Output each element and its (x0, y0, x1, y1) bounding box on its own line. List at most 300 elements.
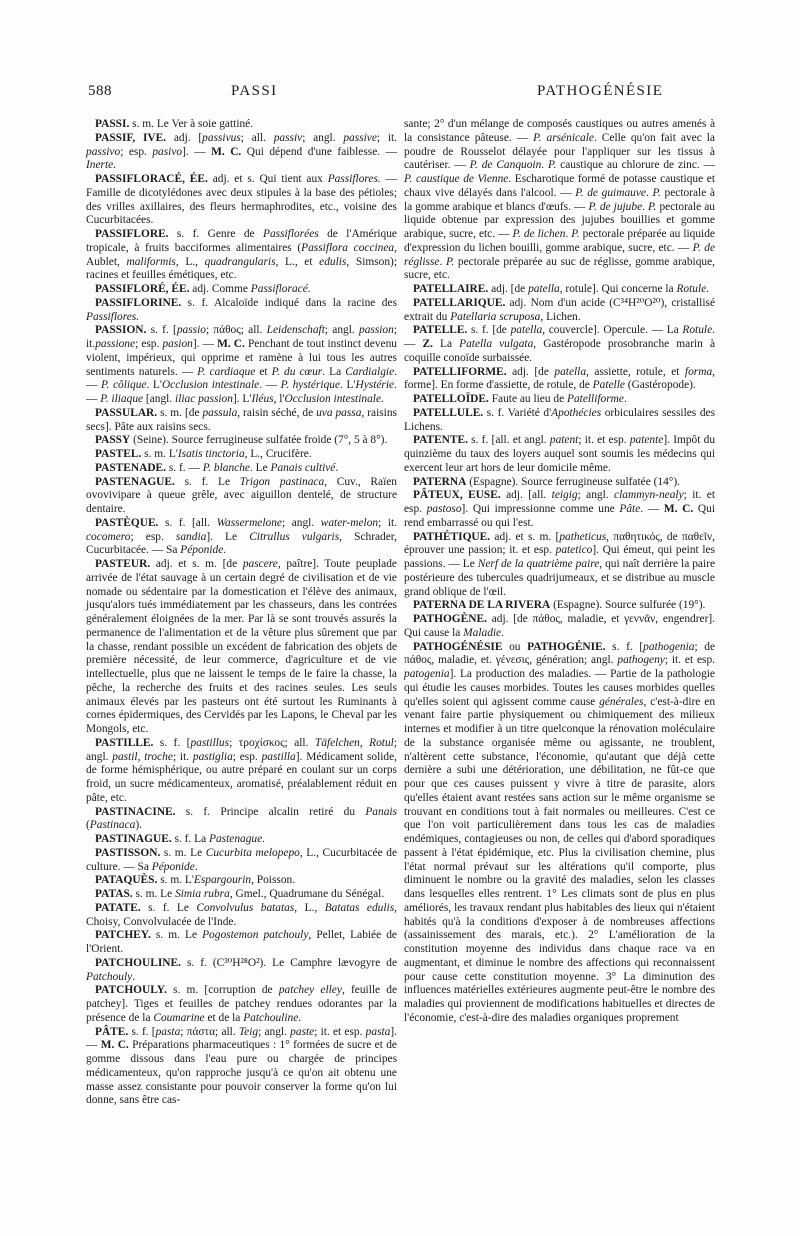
dictionary-entry (86, 434, 397, 448)
italic-term: Hystérie (355, 379, 395, 392)
dictionary-entry (86, 957, 397, 985)
bold-text: PASTÈQUE. (95, 516, 159, 529)
italic-term: Inerte. (86, 159, 117, 172)
entry-text: , L., (294, 901, 325, 914)
entry-text: . (335, 461, 339, 474)
entry-text: , l' (273, 393, 285, 405)
entry-text: , Schrader, Cucurbitacée. — Sa (86, 530, 397, 557)
italic-term: pastil (112, 750, 138, 763)
italic-term: Teig (238, 1025, 259, 1038)
entry-text: et (255, 365, 272, 378)
entry-text: . (223, 544, 227, 557)
dictionary-entry (404, 283, 715, 297)
italic-term: Coumarine (153, 1011, 205, 1024)
bold-text: PASTISSON. (95, 846, 161, 859)
italic-term: Patellaria scruposa (450, 310, 541, 323)
dictionary-entry (86, 833, 397, 847)
entry-text: ]. La production des maladies. — Partie de la pathologie qui étudie les causes morbides. Toutes les causes morbides quelles qu'elles soient qui agissent comme cause (404, 668, 715, 708)
bold-text: PATAQUÈS. (95, 874, 158, 887)
entry-text: caustique au chlorure de zinc. — (556, 159, 715, 172)
italic-term: patheticus (559, 530, 607, 543)
bold-text: PATCHOULINE. (95, 956, 181, 969)
entry-text: ; it. (378, 516, 397, 529)
entry-text: , Choisy, Convolvulacée de l'Inde. (86, 901, 397, 928)
dictionary-entry (404, 613, 715, 641)
entry-text: ou (502, 640, 528, 653)
entry-text: . L' (340, 379, 356, 392)
dictionary-entry (404, 434, 715, 475)
entry-text: ]. Impôt du quinzième du taux des loyers auquel sont soumis les médecins qui exercent leur art hors de leur domicile même. (404, 434, 716, 474)
dictionary-entry (86, 558, 397, 737)
entry-text: s. m. Le (160, 846, 206, 859)
bold-text: PASTENAGUE. (95, 475, 175, 488)
italic-term: Rotule (676, 283, 707, 295)
italic-term: patella (510, 324, 543, 337)
italic-term: Täfelchen (314, 736, 360, 749)
entry-text: s. f. [ (146, 324, 177, 337)
bold-text: PATERNA (413, 475, 467, 488)
entry-continuation (404, 118, 715, 283)
entry-text: adj. et s. m. [ (490, 530, 560, 543)
entry-text: ]. — (182, 145, 212, 158)
entry-text: pectorale à la gomme arabique et blancs d'œufs. — (404, 186, 715, 213)
entry-text: s. m. Le (150, 929, 203, 942)
italic-term: Occlusion intestinale (284, 393, 382, 405)
entry-text: Faute au lieu de (488, 393, 567, 405)
entry-text: ; it. et esp. (314, 1025, 366, 1038)
entry-text: . (132, 970, 136, 983)
entry-text: ( (86, 819, 90, 832)
dictionary-entry (86, 874, 397, 888)
italic-term: P. (648, 200, 657, 213)
italic-term: troche (144, 750, 173, 763)
italic-term: patogenia (404, 668, 450, 680)
entry-text: (Seine). Source ferrugineuse sulfatée froide (7°, 5 à 8°). (130, 434, 388, 447)
entry-text: , rotule]. Qui concerne la (559, 283, 677, 295)
entry-text: s. f. (C³⁰H²⁸O²). Le Camphre lævogyre de (180, 956, 397, 969)
italic-term: Passiflorées (263, 228, 319, 240)
italic-term: passion (359, 324, 394, 337)
italic-term: passiv (273, 131, 303, 144)
italic-term: P. côlique (101, 379, 147, 392)
entry-text: , Gmel., Quadrumane du Sénégal. (229, 888, 385, 900)
entry-text: ; πάστα; all. (180, 1025, 239, 1038)
entry-text: . — (86, 365, 397, 392)
entry-text: ; angl. (86, 736, 397, 763)
italic-term: patella (528, 283, 560, 295)
dictionary-entry (404, 393, 715, 407)
entry-text: ; angl. (281, 516, 321, 529)
italic-term: uva passa (316, 406, 362, 419)
bold-text: PATHOGÉNÉSIE (413, 640, 503, 653)
dictionary-entry (86, 283, 397, 297)
bold-text: PASSIF, IVE. (95, 131, 167, 144)
entry-text: (Gastéropode). (624, 379, 696, 392)
entry-text: . (565, 228, 572, 240)
italic-term: patella (554, 365, 587, 378)
entry-text: et de la (204, 1011, 244, 1024)
entry-text: s. f. Le (174, 475, 240, 488)
italic-term: P. de Canquoin (469, 159, 542, 172)
entry-text: , Cuv., Raïen ovovivipare à queue grêle, avec aiguillon dentelé, de structure dentaire. (86, 475, 397, 515)
entry-text: ; esp. (130, 530, 176, 543)
entry-text: ; esp. (232, 750, 262, 763)
entry-text: ). (135, 819, 143, 832)
dictionary-entry (404, 476, 715, 490)
bold-text: PASSULAR. (95, 406, 158, 419)
italic-term: Apothécies (551, 406, 602, 419)
entry-text: ; πάθος; all. (205, 324, 267, 337)
entry-text: ]. Médicament solide, de forme hémisphérique, ou autre préparé en coulant sur un corps froid, un sucre médicamenteux, aromatisé, préalablement réduit en pâte, etc. (86, 750, 397, 804)
italic-term: Passiflora coccinea (301, 241, 395, 254)
bold-text: PASTILLE. (95, 736, 154, 749)
bold-text: PASSIFLORÉ, ÉE. (95, 283, 190, 295)
bold-text: PASTENADE. (95, 461, 166, 474)
italic-term: iliac passion (175, 393, 233, 405)
entry-text: , (359, 736, 370, 749)
entry-text: ]. Qui émeut, qui peint les passions. — Le (404, 544, 715, 570)
entry-text: (Espagne). Source sulfurée (19°). (550, 599, 706, 612)
dictionary-entry (404, 641, 715, 1026)
entry-text: adj. et s. m. [de (150, 558, 243, 570)
dictionary-entry (86, 448, 397, 462)
italic-term: Rotule (682, 324, 713, 337)
bold-text: PASTEL. (95, 448, 142, 460)
entry-text: ]. Le (206, 530, 250, 543)
entry-text: ; it. (376, 131, 397, 144)
italic-term: Leidenschaft (266, 324, 325, 337)
italic-term: patchey elley (278, 984, 342, 997)
entry-text: . — (640, 503, 664, 515)
entry-text: — Famille de dicotylédones avec deux stipules à la base des pétioles; des vrilles axillaires, des fleurs hermaphrodites, etc., voisine des Cucurbitacées. (86, 173, 397, 227)
italic-term: Patella vulgata (459, 338, 534, 350)
entry-text: s. m. [de (157, 406, 203, 419)
page-number: 588 (88, 83, 112, 99)
bold-text: PASSY (95, 434, 131, 447)
italic-term: P. (652, 186, 661, 199)
entry-text: ; it. (86, 324, 397, 350)
entry-text: , (137, 750, 145, 763)
bold-text: Z. (422, 338, 433, 350)
entry-text: ; all. (240, 131, 274, 144)
dictionary-entry (86, 888, 397, 902)
entry-text: ]. Qui impressionne comme une (461, 503, 620, 515)
italic-term: P. iliaque (100, 393, 144, 405)
running-head-left: PASSI (231, 83, 278, 99)
entry-text: , L., (175, 255, 205, 268)
entry-text: . (194, 860, 198, 873)
bold-text: PASTINAGUE. (95, 833, 172, 845)
italic-term: Trigon pastinaca (239, 475, 325, 488)
entry-text: . (298, 1011, 302, 1024)
bold-text: PÂTEUX, EUSE. (413, 489, 501, 502)
italic-term: pathogenia (643, 640, 695, 653)
dictionary-entry (86, 476, 397, 517)
entry-text: s. f. [all. (158, 516, 217, 529)
italic-term: Convolvulus batatas (196, 901, 295, 914)
italic-term: pasion (162, 338, 193, 350)
italic-term: Rotul (369, 736, 394, 749)
entry-text: s. f. [de (467, 324, 511, 337)
italic-term: edulis (319, 255, 347, 268)
italic-term: pasta (365, 1025, 391, 1038)
italic-term: P. (445, 255, 455, 268)
entry-text: s. f. Genre de (168, 228, 263, 240)
entry-text: s. m. Le Ver à soie gattiné. (129, 118, 254, 130)
dictionary-entry (86, 1026, 397, 1109)
entry-text: (Espagne). Source ferrugineuse sulfatée (14°). (466, 475, 680, 488)
bold-text: PASSIFLORE. (95, 228, 169, 240)
bold-text: M. C. (100, 1039, 129, 1052)
entry-text: s. m. L' (157, 874, 194, 887)
entry-text: adj. [de (506, 365, 555, 378)
italic-term: Isatis tinctoria (177, 448, 245, 460)
dictionary-entry (404, 531, 715, 600)
italic-term: Péponide (180, 544, 224, 557)
italic-term: pastoso (426, 503, 462, 515)
italic-term: Passiflores. (86, 310, 140, 323)
bold-text: PATELLE. (413, 324, 468, 337)
dictionary-entry (86, 297, 397, 325)
italic-term: passio (176, 324, 206, 337)
entry-text: s. f. Le (140, 901, 197, 914)
bold-text: PATCHEY. (95, 929, 151, 942)
bold-text: M. C. (217, 338, 245, 350)
italic-term: passivus (202, 131, 241, 144)
italic-term: P. arsénicale (533, 131, 594, 144)
italic-term: Nerf de la quatrième paire (477, 558, 600, 570)
entry-text: . La (322, 365, 346, 378)
entry-text: adj. Nom d'un acide (C³⁴H²⁰O²⁰), cristallisé extrait du (404, 296, 715, 323)
entry-text: , Simson); racines et feuilles émétiques, etc. (86, 255, 397, 282)
dictionary-entry (86, 737, 397, 806)
italic-term: Péponide (151, 860, 195, 873)
entry-text: adj. Comme (189, 283, 251, 295)
italic-term: sandia (175, 530, 207, 543)
italic-term: Patchouline (243, 1011, 299, 1024)
entry-text: , Gastéropode prosobranche marin à coquille conoïde surbaissée. (404, 338, 715, 364)
entry-text: s. f. Principe alcalin retiré du (175, 805, 366, 818)
entry-text: , paître]. Toute peuplade arrivée de l'état sauvage à un certain degré de civilisation et de vie nomade ou sédentaire par la domestication et l'élève des animaux, jusqu'alors tués immédiatement par les chasseurs, dans les contrées généralement éloignées de la mer. Par là se sont trouvés assurés la permanence de l'alimentation et de la vêture plus sûrement que par la chasse, rendant possible un excédent de fabrication des objets de première nécessité, de leur commerce, d'agriculture et de vie intellectuelle, plus que ne laissent le temps de le faire la chasse, la pêche, la recherche des fruits et des racines seules. Les seuls animaux élevés par les pasteurs ont été surtout les Ruminants à cornes épidermiques, des Cervidés par les Lapons, le Cheval par les Mongols, etc. (86, 558, 397, 735)
italic-term: Pogostemon patchouly (202, 929, 309, 942)
italic-term: Pâte (619, 503, 641, 515)
dictionary-entry (86, 902, 397, 930)
bold-text: PATATE. (95, 901, 141, 914)
entry-text: . (381, 393, 384, 405)
italic-term: pastillus (190, 736, 230, 749)
entry-text: ; it. et esp. (664, 654, 716, 667)
entry-text: ; esp. (135, 338, 163, 350)
entry-text: , Lichen. (540, 310, 581, 323)
dictionary-entry (86, 984, 397, 1025)
italic-term: Panais (365, 805, 397, 818)
italic-term: patetico (555, 544, 593, 557)
entry-text: ]. L' (232, 393, 252, 405)
entry-text: pectorale préparée au suc de réglisse, gomme arabique, sucre, etc. (404, 255, 715, 282)
entry-text: . (439, 255, 446, 268)
entry-text: , παθητικός, de παθεῖν, éprouver une passion; it. et esp. (404, 530, 715, 557)
italic-term: Patelle (592, 379, 625, 392)
italic-term: Patchouly (86, 970, 133, 983)
italic-term: pathogeny (617, 654, 665, 667)
entry-text: Qui rend embarrassé ou qui l'est. (404, 503, 715, 529)
italic-term: pasivo (152, 145, 183, 158)
dictionary-entry (404, 297, 715, 325)
bold-text: PATELLARIQUE. (413, 296, 506, 309)
italic-term: Batatas edulis (324, 901, 395, 914)
entry-text: pectorale au liquide obtenue par expression des jujubes bouillies et gomme arabique, sucre, etc. — (404, 200, 715, 240)
entry-text: ; angl. (577, 489, 615, 502)
italic-term: Cucurbita melopepo (205, 846, 300, 859)
entry-text: , c'est-à-dire en venant faire partie physiquement ou chimiquement des milieux internes et modifier à un titre quelconque la rénovation moléculaire de la substance organisée même ou agissante, ne troublent, n'altèrent cette substance, l'économie, qu'autant que déjà cette dernière a subi une détérioration, une débilitation, ne fût-ce que pour que ces causes puissent y vivre à titre de parasite, alors qu'elles étaient avant restées sans action sur le même organisme se trouvant en conditions tout à fait normales ou meilleures. C'est ce que l'on voit particulièrement dans tous les cas de maladies endémiques, contagieuses ou non, de celles qui d'abord sporadiques passent à l'état épidémique, etc. Plus la civilisation chemine, plus l'état normal prévaut sur les altérations qu'il comporte, plus diminuent le nombre ou la gravité des maladies, selon les classes dans lesquelles elles rentrent. 1° Les climats sont de plus en plus améliorés, les travaux rendant plus habitables des lieux qui n'étaient habités qu'à la conditions d'exposer à de nombreuses affections (assainissement des marais, etc.). 2° L'amélioration de la constitution moyenne des individus dans chaque race va en augmentant, et diminue le nombre des affections qui reconnaissent pour cause cette constitution moyenne. 3° La diminution des influences matérielles extérieures augmente peut-être le nombre des maladies qui proviennent de modifications habituelles et directes de l'économie, c'est-à-dire des maladies organiques proprement (404, 695, 716, 1024)
italic-term: P. du cœur (271, 365, 323, 378)
italic-term: pascere (242, 558, 278, 570)
italic-term: pastiglia (192, 750, 233, 763)
italic-term: Wassermelone (216, 516, 282, 529)
entry-text: . (262, 833, 266, 845)
bold-text: PATELLAIRE. (413, 283, 489, 295)
bold-text: PATENTE. (413, 434, 468, 447)
italic-term: patente (629, 434, 664, 447)
entry-text: . (623, 393, 627, 405)
italic-term: pastilla (261, 750, 296, 763)
italic-term: Citrullus vulgaris (249, 530, 340, 543)
dictionary-entry (404, 324, 715, 365)
entry-text: ; it. et esp. (404, 489, 715, 515)
entry-text: s. f. Variété d' (483, 406, 552, 419)
right-column (404, 118, 715, 1026)
entry-text: . Celle qu'on fait avec la poudre de Rousselot délayée pour l'appliquer sur les tissus à cautériser. — (404, 131, 715, 172)
italic-term: Patelliforme (567, 393, 624, 405)
bold-text: PASTINACINE. (95, 805, 176, 818)
entry-text: s. f. [ (605, 640, 644, 653)
bold-text: PATHÉTIQUE. (413, 530, 491, 543)
italic-term: forma (684, 365, 713, 378)
italic-term: Occlusion intestinale (161, 379, 260, 392)
italic-term: clammyn-nealy (614, 489, 684, 502)
italic-term: patent (549, 434, 579, 447)
italic-term: Pastenague (209, 833, 263, 845)
dictionary-entry (86, 462, 397, 476)
entry-text: sante; 2° d'un mélange de composés caustiques ou autres amenés à la consistance pâteuse. — (404, 118, 715, 144)
italic-term: Panais cultivé (270, 461, 336, 474)
bold-text: PASTEUR. (95, 558, 151, 570)
bold-text: PÂTE. (95, 1025, 129, 1038)
dictionary-entry (404, 489, 715, 530)
entry-text: s. m. Le (132, 888, 176, 900)
entry-text: orbiculaires sessiles des Lichens. (404, 406, 715, 433)
entry-text: adj. [de πάθος, maladie, et γεννᾶν, engendrer]. Qui cause la (404, 613, 715, 639)
italic-term: Maladie (463, 626, 502, 639)
italic-term: P. caustique de Vienne (404, 173, 509, 185)
italic-term: P. (571, 228, 580, 240)
dictionary-entry (86, 517, 397, 558)
italic-term: Iléus (251, 393, 274, 405)
left-column (86, 118, 397, 1108)
italic-term: Passifloracé. (250, 283, 311, 295)
italic-term: Passiflores. (327, 173, 381, 185)
entry-text: . — (86, 379, 397, 405)
entry-text: . Escharotique formé de potasse caustique et chaux vive délayés dans l'alcool. — (404, 173, 715, 199)
entry-text: . — (404, 324, 715, 350)
dictionary-entry (86, 806, 397, 834)
entry-text: , L., Crucifère. (244, 448, 312, 460)
entry-text: ; it. (172, 750, 193, 763)
italic-term: P. de guimauve (575, 186, 646, 199)
entry-text: ; de πάθος, maladie, et. γένεσις, génération; angl. (404, 640, 715, 667)
bold-text: M. C. (663, 503, 694, 515)
dictionary-entry (86, 324, 397, 407)
bold-text: PATHOGÈNE. (413, 613, 487, 625)
italic-term: Simia rubra (175, 888, 230, 900)
entry-text: . (706, 283, 710, 295)
bold-text: PATELLULE. (413, 406, 484, 419)
bold-text: PASSION. (95, 324, 147, 337)
entry-text: pectorale préparée au liquide d'expression du lichen bouilli, gomme arabique, sucre, etc. — (404, 228, 715, 254)
entry-text: Penchant de tout instinct devenu violent, impérieux, qui opprime et ramène à lui tous les autres sentiments naturels. — (86, 338, 397, 378)
entry-text: adj. et s. Qui tient aux (207, 173, 328, 185)
italic-term: teigig (551, 489, 578, 502)
entry-text: , assiette, rotule, et (586, 365, 685, 378)
italic-term: passivo (86, 145, 121, 158)
bold-text: PATCHOULY. (95, 984, 167, 997)
entry-text: . (501, 626, 504, 639)
running-head-right: PATHOGÉNÉSIE (537, 83, 664, 99)
italic-term: quadrangularis (204, 255, 276, 268)
dictionary-entry (86, 228, 397, 283)
entry-text: [angl. (143, 393, 176, 405)
entry-text: s. f. [ (153, 736, 191, 749)
dictionary-entry (86, 847, 397, 875)
italic-term: passula (202, 406, 238, 419)
entry-text: . L' (146, 379, 162, 392)
bold-text: PATAS. (95, 888, 133, 900)
italic-term: P. cardiaque (197, 365, 256, 378)
bold-text: PATHOGÉNIE. (527, 640, 606, 653)
entry-text: , feuille de patchey]. Tiges et feuilles de patchey rendues odorantes par la présence de la (86, 984, 398, 1024)
italic-term: passione (95, 338, 136, 350)
italic-term: P. de réglisse (404, 241, 715, 268)
entry-text: , qui naît derrière la paire postérieure des tubercules quadrijumeaux, et se distribue au muscle grand oblique de l'œil. (404, 558, 715, 598)
entry-text: , Aublet, (86, 241, 397, 268)
entry-text: . Le (249, 461, 271, 474)
italic-term: cocomero (86, 530, 131, 543)
entry-text: , Pellet, Labiée de l'Orient. (86, 929, 397, 955)
italic-term: maliformis (126, 255, 176, 268)
entry-text: ; τροχίσκος; all. (229, 736, 315, 749)
entry-text: adj. [de (488, 283, 529, 295)
italic-term: Cardialgie (345, 365, 395, 378)
italic-term: P. de jujube (588, 200, 643, 213)
dictionary-entry (86, 132, 397, 173)
bold-text: PATERNA DE LA RIVERA (413, 599, 551, 612)
bold-text: PASSIFLORACÉ, ÉE. (95, 173, 208, 185)
entry-text: s. f. La (171, 833, 210, 845)
entry-text: Qui dépend d'une faiblesse. — (241, 145, 397, 158)
entry-text: adj. [all. (500, 489, 552, 502)
italic-term: passive (343, 131, 377, 144)
bold-text: PATELLIFORME. (413, 365, 507, 378)
italic-term: Espargourin (193, 874, 252, 887)
entry-text: ; angl. (302, 131, 344, 144)
bold-text: PATELLOÏDE. (413, 393, 489, 405)
italic-term: paste (290, 1025, 315, 1038)
entry-text: s. f. [all. et angl. (467, 434, 550, 447)
entry-text: ]. — (192, 338, 218, 350)
entry-text: . (642, 200, 649, 213)
entry-text: , couvercle]. Opercule. — La (542, 324, 683, 337)
entry-text: Préparations pharmaceutiques : 1° formées de sucre et de gomme dissous dans l'eau pure ou chargée de principes médicamenteux, qu'on rapproche jusqu'à ce qu'on ait obtenu une masse assez consistante pour pouvoir conserver la forme qu'on lui donne, sans être cas- (86, 1039, 397, 1107)
